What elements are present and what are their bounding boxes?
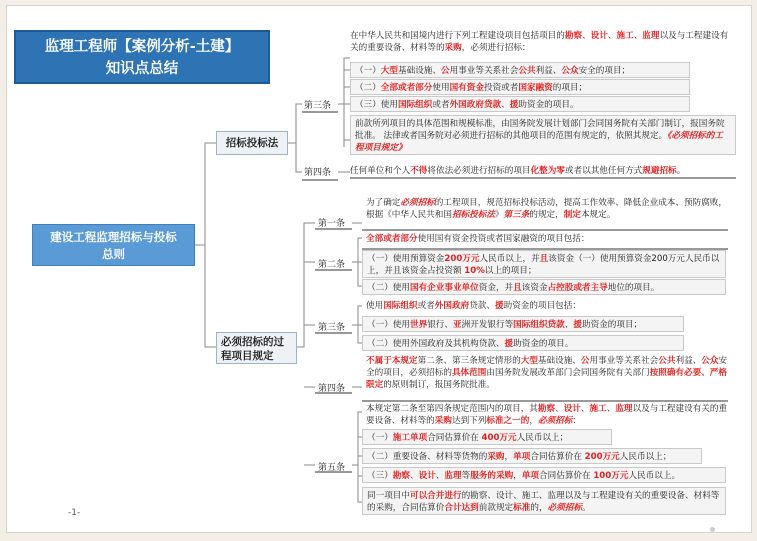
- rules-art2-item-1: （一）使用预算资金200万元人民币以上，并且该资金（一）使用预算资金200万元人民币以上，并且该资金占投资额 10%以上的项目；: [362, 250, 726, 278]
- scroll-indicator: [710, 527, 715, 532]
- rules-art2-intro: 全部或者部分使用国有资金投资或者国家融资的项目包括：: [366, 234, 590, 244]
- rules-art3-item-2: （二）使用外国政府及其机构贷款、援助资金的项目。: [362, 335, 684, 351]
- law-art4-label: 第四条: [304, 168, 332, 178]
- rules-art3-label: 第三条: [318, 323, 346, 333]
- branch-rules-line-1: 必须招标的过: [221, 336, 284, 348]
- rules-art4-label: 第四条: [318, 384, 346, 394]
- rules-art4-text: 不属于本规定第二条、第三条规定情形的大型基础设施、公用事业等关系社会公共利益、公众安全的项目，必须招标的具体范围由国务院发展改革部门会同国务院有关部门按照确有必要、严格限定的原则制订，报国务院批准。: [366, 356, 728, 390]
- root-line-2: 总则: [102, 247, 125, 261]
- law-art3-intro: 在中华人民共和国境内进行下列工程建设项目包括项目的勘察、设计、施工、监理以及与工程建设有关的重要设备、材料等的采购，必须进行招标：: [350, 31, 729, 53]
- title-line-1: 监理工程师【案例分析-土建】: [44, 39, 240, 55]
- rules-art3-item-1: （一）使用世界银行、亚洲开发银行等国际组织贷款、援助资金的项目；: [362, 316, 684, 332]
- rules-art2-label: 第二条: [318, 260, 346, 270]
- branch-rules-line-2: 程项目规定: [221, 350, 274, 362]
- rules-art5-item-1: （一）施工单项合同估算价在 400万元人民币以上；: [362, 429, 612, 445]
- page-number: -1-: [68, 508, 81, 518]
- rules-art3-intro: 使用国际组织或者外国政府贷款、援助资金的项目包括：: [366, 301, 581, 311]
- root-line-1: 建设工程监理招标与投标: [50, 230, 177, 244]
- title-line-2: 知识点总结: [105, 61, 179, 77]
- rules-art5-note: 同一项目中可以合并进行的勘察、设计、施工、监理以及与工程建设有关的重要设备、材料等的采购，合同估算价合计达到前款规定标准的，必须招标。: [362, 487, 726, 515]
- branch-law-label: 招标投标法: [225, 137, 279, 149]
- branch-rules[interactable]: [216, 332, 297, 364]
- rules-art1-text: 为了确定必须招标的工程项目，规范招标投标活动，提高工作效率、降低企业成本、预防腐败，根据《中华人民共和国招标投标法》第三条的规定，制定本规定。: [366, 198, 727, 220]
- rules-art5-item-2: （二）重要设备、材料等货物的采购，单项合同估算价在 200万元人民币以上；: [362, 448, 702, 464]
- rules-art5-item-3: （三）勘察、设计、监理等服务的采购，单项合同估算价在 100万元人民币以上。: [362, 467, 726, 483]
- page-title: [14, 30, 270, 84]
- branch-law[interactable]: [216, 131, 288, 155]
- law-art3-note: 前款所列项目的具体范围和规模标准，由国务院发展计划部门会同国务院有关部门制订，报国务院批准。 法律或者国务院对必须进行招标的其他项目的范围有规定的，依照其规定。《必须招标的工程项目规定》: [350, 115, 736, 155]
- law-art3-label: 第三条: [304, 101, 332, 111]
- rules-art1-label: 第一条: [318, 219, 346, 229]
- rules-art5-label: 第五条: [318, 463, 346, 473]
- rules-art5-intro: 本规定第二条至第四条规定范围内的项目，其勘察、设计、施工、监理以及与工程建设有关的重要设备、材料等的采购达到下列标准之一的，必须招标：: [366, 404, 728, 426]
- law-art3-item-3: （三）使用国际组织或者外国政府贷款、援助资金的项目。: [350, 96, 690, 112]
- rules-art2-item-2: （二）使用国有企业事业单位资金，并且该资金占控股或者主导地位的项目。: [362, 279, 726, 295]
- law-art4-text: 任何单位和个人不得将依法必须进行招标的项目化整为零或者以其他任何方式规避招标。: [350, 166, 686, 176]
- law-art3-item-1: （一）大型基础设施、公用事业等关系社会公共利益、公众安全的项目；: [350, 62, 690, 78]
- root-node[interactable]: [32, 224, 195, 266]
- law-art3-item-2: （二）全部或者部分使用国有资金投资或者国家融资的项目；: [350, 79, 690, 95]
